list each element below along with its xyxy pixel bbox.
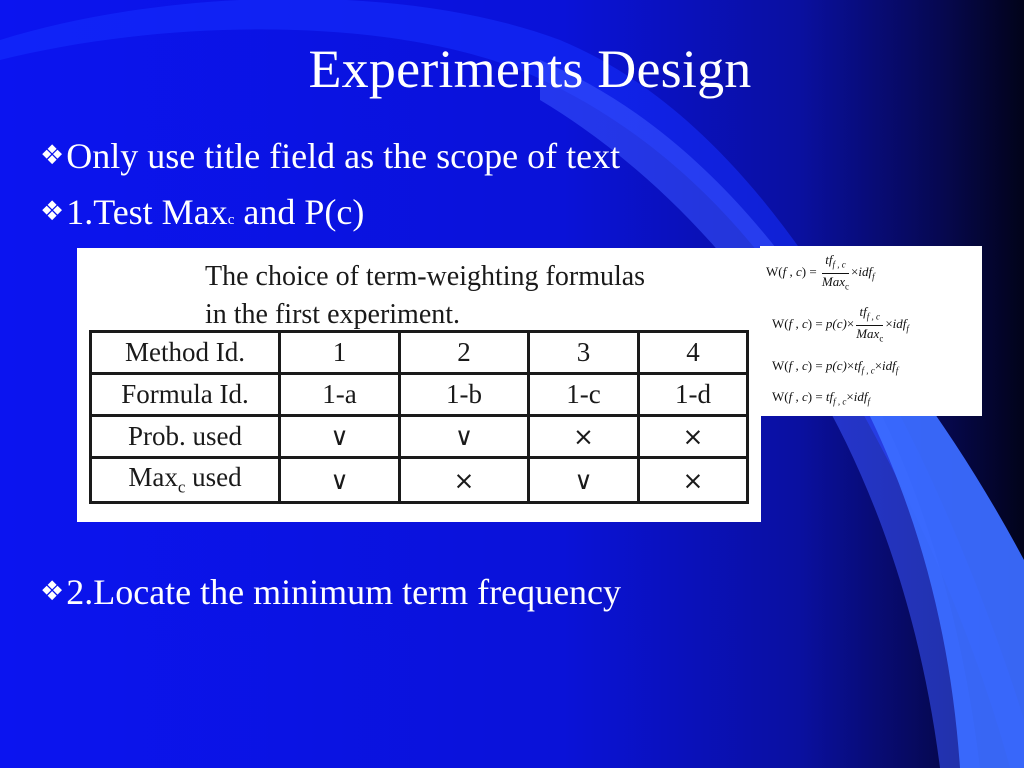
formula-text: × bbox=[885, 316, 893, 332]
cell-max-3: ∨ bbox=[529, 458, 639, 503]
formula-text: c bbox=[845, 281, 850, 292]
formula-text: × bbox=[851, 264, 859, 280]
table-panel bbox=[77, 248, 761, 522]
formula-text: tf bbox=[825, 252, 833, 267]
row-header-max bbox=[91, 458, 280, 503]
formula-text: f bbox=[895, 365, 899, 376]
formulas-image bbox=[760, 246, 982, 416]
bullet-text-sub: c bbox=[227, 212, 235, 228]
formula-text: ) = bbox=[807, 389, 826, 404]
formula-text: f , c bbox=[782, 264, 802, 280]
formula-text: Max bbox=[821, 273, 846, 289]
table-row bbox=[91, 458, 748, 503]
formula-text: f , c bbox=[861, 365, 875, 376]
formula-text: W( bbox=[772, 358, 789, 373]
formula-text: Max bbox=[856, 325, 880, 341]
formula-text: p(c) bbox=[825, 358, 847, 373]
diamond-bullet-icon: ❖ bbox=[40, 576, 65, 607]
slide-title: Experiments Design bbox=[308, 39, 752, 99]
bullet-text: 2.Locate the minimum term frequency bbox=[66, 572, 622, 612]
row-header-prob: Prob. used bbox=[91, 416, 280, 458]
cell-max-2: × bbox=[400, 458, 529, 503]
cell-prob-3: × bbox=[529, 416, 639, 458]
formula-text: W( bbox=[766, 264, 783, 280]
table-row bbox=[91, 416, 748, 458]
bullet-test-max bbox=[40, 194, 364, 230]
cell-max-1: ∨ bbox=[280, 458, 400, 503]
bullet-text-pre: 1.Test Max bbox=[66, 192, 228, 232]
formula-text: ) = bbox=[801, 264, 820, 280]
formula-text: f , c bbox=[833, 396, 847, 407]
formula-text: f , c bbox=[788, 358, 808, 373]
cell-method-3: 3 bbox=[529, 332, 639, 374]
formula-text: W( bbox=[772, 389, 789, 404]
formula-text: idf bbox=[882, 358, 896, 373]
cell-formula-4: 1-d bbox=[639, 374, 748, 416]
row-header-max-sub: c bbox=[177, 477, 186, 497]
formula-text: f bbox=[872, 271, 875, 282]
bullet-text-post: and P(c) bbox=[234, 192, 365, 232]
formula-1c bbox=[772, 358, 898, 376]
formula-text: × bbox=[846, 316, 855, 332]
weighting-table bbox=[89, 330, 749, 504]
formula-fraction bbox=[822, 252, 849, 294]
cell-method-4: 4 bbox=[639, 332, 748, 374]
cell-formula-2: 1-b bbox=[400, 374, 529, 416]
table-caption bbox=[205, 258, 645, 334]
formula-text: × bbox=[874, 358, 883, 373]
formula-text: ) = bbox=[807, 316, 826, 332]
formula-text: idf bbox=[858, 264, 873, 280]
formula-text: tf bbox=[825, 389, 834, 404]
formula-text: f bbox=[906, 323, 909, 334]
formula-text: × bbox=[846, 389, 854, 404]
formula-text: tf bbox=[854, 358, 862, 373]
table-row bbox=[91, 374, 748, 416]
table-row bbox=[91, 332, 748, 374]
formula-text: f , c bbox=[832, 259, 846, 270]
formula-text: f , c bbox=[866, 311, 880, 322]
cell-prob-1: ∨ bbox=[280, 416, 400, 458]
row-header-max-post: used bbox=[185, 462, 242, 493]
row-header-max-pre: Max bbox=[128, 462, 178, 493]
cell-formula-1: 1-a bbox=[280, 374, 400, 416]
diamond-bullet-icon: ❖ bbox=[40, 140, 65, 171]
bullet-scope bbox=[40, 138, 620, 174]
cell-prob-2: ∨ bbox=[400, 416, 529, 458]
formula-fraction bbox=[856, 304, 883, 346]
formula-text: ) = bbox=[807, 358, 826, 373]
formula-1a bbox=[766, 252, 875, 294]
cell-max-4: × bbox=[639, 458, 748, 503]
row-header-method: Method Id. bbox=[91, 332, 280, 374]
formula-1b bbox=[772, 304, 909, 346]
formula-text: f bbox=[867, 396, 870, 407]
formula-text: W( bbox=[772, 316, 789, 332]
cell-prob-4: × bbox=[639, 416, 748, 458]
formula-text: idf bbox=[892, 316, 907, 332]
formula-text: c bbox=[879, 333, 884, 344]
formula-text: tf bbox=[859, 304, 867, 319]
cell-method-2: 2 bbox=[400, 332, 529, 374]
row-header-formula: Formula Id. bbox=[91, 374, 280, 416]
cell-formula-3: 1-c bbox=[529, 374, 639, 416]
formula-text: idf bbox=[853, 389, 868, 404]
formula-text: f , c bbox=[788, 389, 808, 404]
bullet-min-term-frequency bbox=[40, 574, 621, 610]
table-caption-line1: The choice of term-weighting formulas bbox=[205, 261, 646, 292]
table-caption-line2: in the first experiment. bbox=[205, 298, 461, 330]
diamond-bullet-icon: ❖ bbox=[40, 196, 65, 227]
formula-text: f , c bbox=[788, 316, 808, 332]
cell-method-1: 1 bbox=[280, 332, 400, 374]
formula-text: × bbox=[846, 358, 855, 373]
bullet-text: Only use title field as the scope of text bbox=[66, 136, 621, 176]
formula-1d bbox=[772, 389, 870, 407]
formula-text: p(c) bbox=[825, 316, 847, 332]
